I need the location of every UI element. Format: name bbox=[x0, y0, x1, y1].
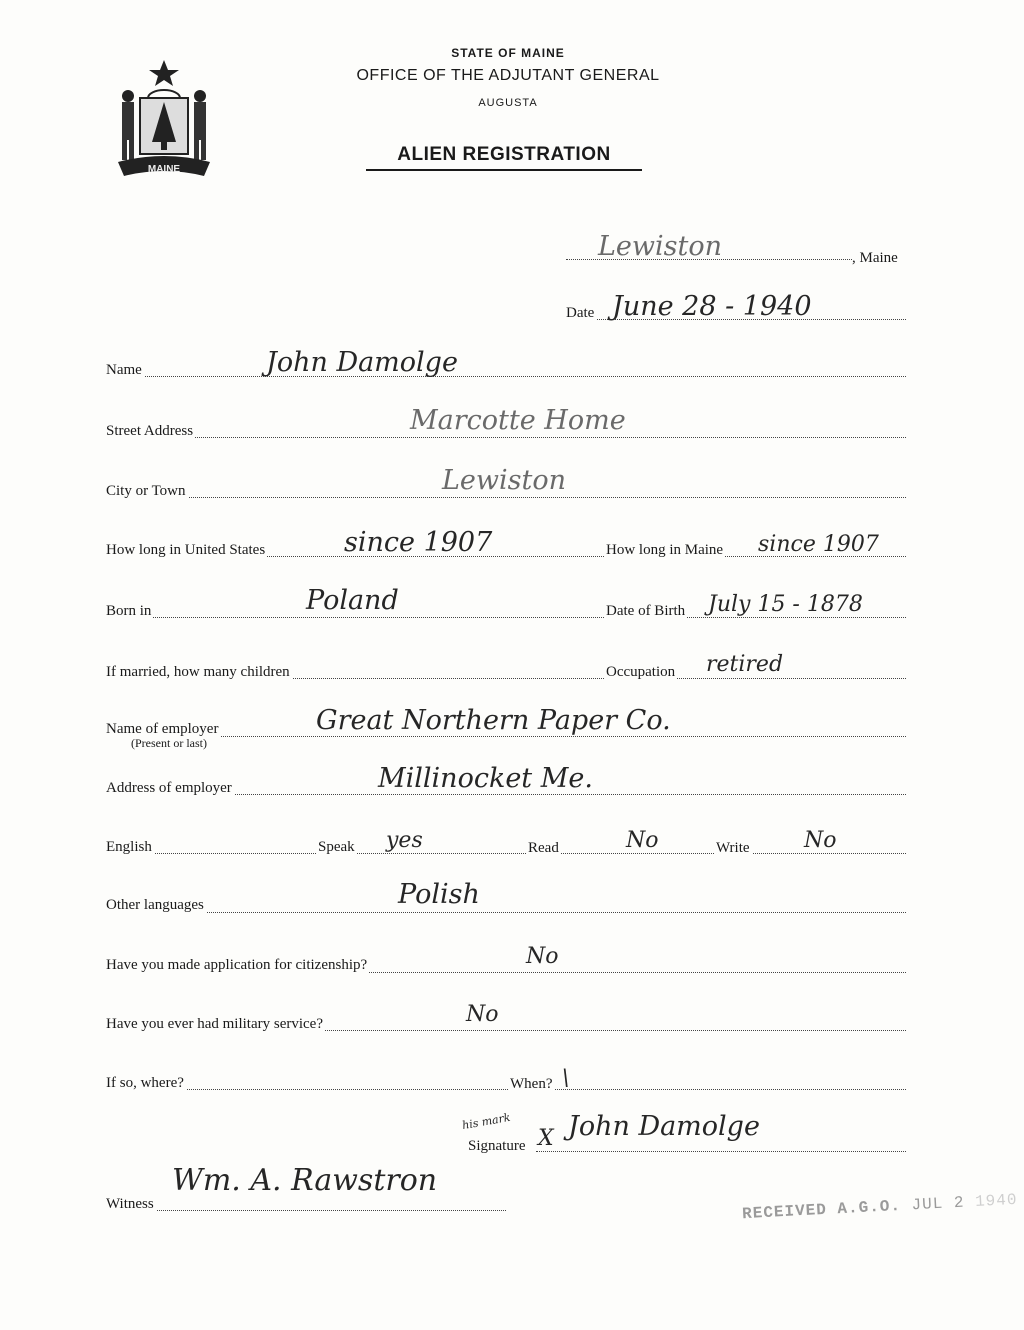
born-in-value: Poland bbox=[306, 585, 399, 616]
employer-address-label: Address of employer bbox=[106, 780, 232, 796]
where-line bbox=[106, 1089, 906, 1090]
name-value: John Damolge bbox=[266, 347, 458, 378]
write-label: Write bbox=[716, 840, 750, 856]
witness-value: Wm. A. Rawstron bbox=[172, 1163, 438, 1198]
header-state: STATE OF MAINE bbox=[451, 46, 565, 60]
read-value: No bbox=[626, 828, 659, 853]
witness-label: Witness bbox=[106, 1196, 154, 1212]
other-languages-label: Other languages bbox=[106, 897, 204, 913]
street-line bbox=[106, 437, 906, 438]
birth-date-label: Date of Birth bbox=[606, 603, 686, 619]
signature-value: John Damolge bbox=[568, 1111, 760, 1142]
where-label: If so, where? bbox=[106, 1075, 184, 1091]
city-value: Lewiston bbox=[442, 465, 567, 496]
speak-label: Speak bbox=[318, 839, 355, 855]
born-in-label: Born in bbox=[106, 603, 152, 619]
stamp-label: RECEIVED A.G.O. bbox=[741, 1196, 902, 1224]
occupation-label: Occupation bbox=[606, 664, 676, 680]
place-value: Lewiston bbox=[598, 231, 723, 262]
form-title: ALIEN REGISTRATION bbox=[366, 144, 642, 171]
header-office: OFFICE OF THE ADJUTANT GENERAL bbox=[356, 67, 660, 84]
maine-duration-value: since 1907 bbox=[758, 532, 879, 557]
read-label: Read bbox=[528, 840, 559, 856]
date-value: June 28 - 1940 bbox=[612, 291, 812, 322]
header-city: AUGUSTA bbox=[478, 97, 538, 109]
children-label: If married, how many children bbox=[106, 664, 290, 680]
citizenship-label: Have you made application for citizenship? bbox=[106, 957, 368, 973]
military-value: No bbox=[466, 1002, 499, 1027]
maine-duration-label: How long in Maine bbox=[606, 542, 724, 558]
citizenship-value: No bbox=[526, 944, 559, 969]
when-value: \ bbox=[562, 1066, 570, 1091]
employer-line bbox=[106, 736, 906, 737]
street-value: Marcotte Home bbox=[410, 405, 626, 436]
english-line bbox=[106, 853, 906, 854]
stamp-date: JUL 2 bbox=[911, 1193, 966, 1215]
received-stamp bbox=[742, 1191, 1018, 1223]
other-languages-line bbox=[106, 912, 906, 913]
city-label: City or Town bbox=[106, 483, 186, 499]
signature-mark-note: his mark bbox=[461, 1110, 512, 1133]
english-label: English bbox=[106, 839, 152, 855]
street-label: Street Address bbox=[106, 423, 194, 439]
us-duration-value: since 1907 bbox=[344, 527, 493, 558]
name-line bbox=[106, 376, 906, 377]
employer-address-value: Millinocket Me. bbox=[378, 763, 593, 794]
city-line bbox=[106, 497, 906, 498]
signature-label: Signature bbox=[468, 1138, 526, 1154]
stamp-year: 1940 bbox=[974, 1190, 1018, 1211]
birth-date-value: July 15 - 1878 bbox=[708, 592, 863, 617]
us-duration-label: How long in United States bbox=[106, 542, 266, 558]
when-label: When? bbox=[510, 1076, 553, 1092]
write-value: No bbox=[804, 828, 837, 853]
employer-label: Name of employer bbox=[106, 721, 219, 737]
signature-mark: X bbox=[538, 1126, 554, 1151]
employer-value: Great Northern Paper Co. bbox=[316, 705, 671, 736]
signature-line bbox=[536, 1151, 906, 1152]
name-label: Name bbox=[106, 362, 142, 378]
place-suffix: , Maine bbox=[852, 250, 898, 266]
speak-value: yes bbox=[386, 828, 423, 853]
employer-sublabel: (Present or last) bbox=[131, 736, 207, 750]
military-label: Have you ever had military service? bbox=[106, 1016, 323, 1032]
date-label: Date bbox=[566, 305, 595, 321]
occupation-value: retired bbox=[706, 652, 784, 677]
seal-text: MAINE bbox=[147, 164, 181, 175]
other-languages-value: Polish bbox=[398, 879, 480, 910]
witness-line bbox=[106, 1210, 506, 1211]
